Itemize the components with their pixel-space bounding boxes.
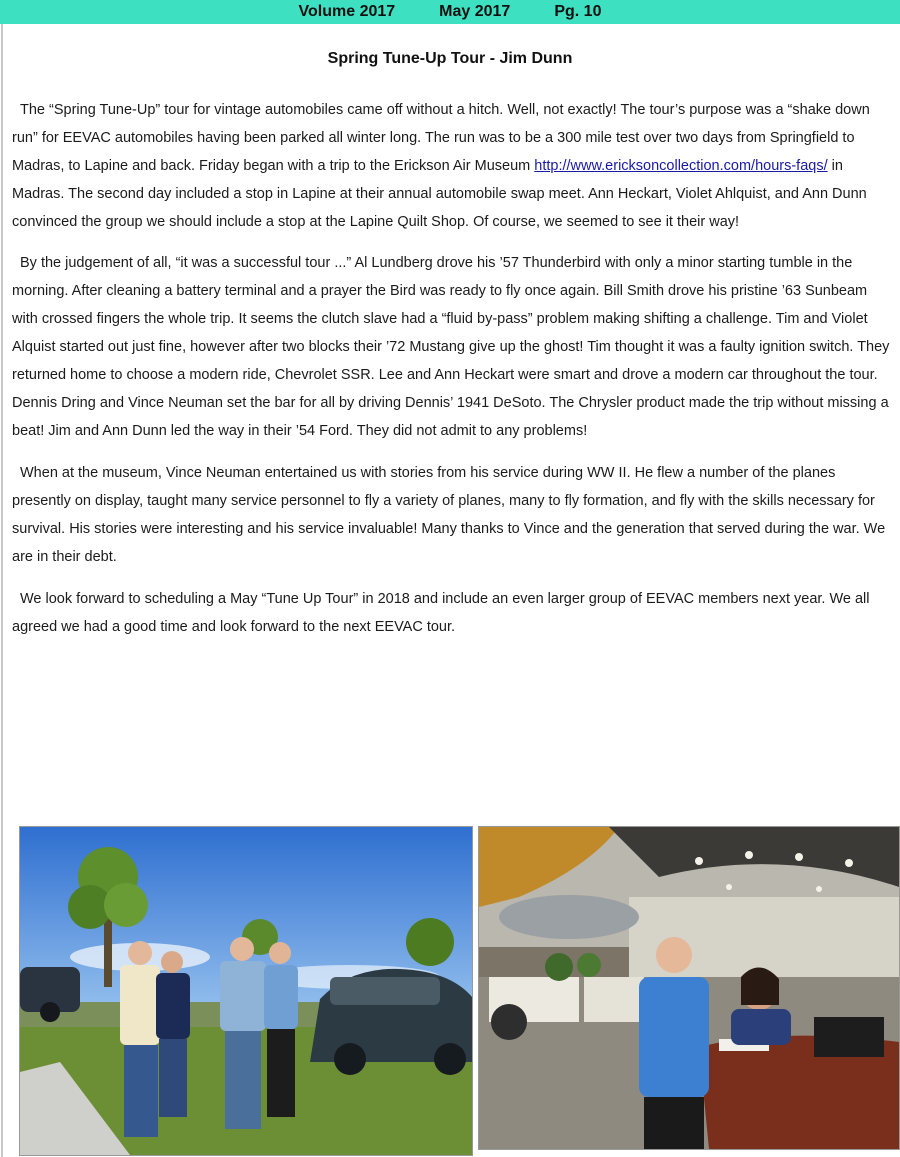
issue-date-label: May 2017 [439,3,511,20]
photo-members-with-cars-art [20,827,472,1155]
newsletter-header-bar [0,0,900,24]
photo-museum-hangar [478,826,900,1150]
paragraph-4: We look forward to scheduling a May “Tune Up Tour” in 2018 and include an even larger group of EEVAC members next year. We all agreed we had a good time and look forward to the next EEVAC tour. [12,591,870,635]
paragraph-1-text-b: in Madras. The second day included a stop in Lapine at their annual automobile swap meet. Ann Heckart, Violet Ahlquist, and Ann Dunn convinced the group we should include a stop at the Lapine Quilt Shop. Of course, we seemed to see it their way! [12,158,867,230]
article-body [12,96,892,641]
paragraph-1 [12,96,892,236]
museum-link[interactable]: http://www.ericksoncollection.com/hours-faqs/ [534,158,828,174]
person [220,937,266,1129]
person [264,942,298,1117]
person [120,941,160,1137]
page-number-label: Pg. 10 [554,3,602,20]
vintage-car [310,969,472,1075]
photo-members-with-cars [19,826,473,1156]
article-title: Spring Tune-Up Tour - Jim Dunn [327,50,573,67]
paragraph-1-text-a: The “Spring Tune-Up” tour for vintage automobiles came off without a hitch. Well, not exactly! The tour’s purpose was a “shake down run” for EEVAC automobiles having been parked all winter long. The run was to be a 300 mile test over two days from Springfield to Madras, to Lapine and back. Friday began with a trip to the Erickson Air Museum [12,102,870,174]
person [156,951,190,1117]
volume-label: Volume 2017 [298,3,396,20]
left-page-rule [1,24,3,1157]
paragraph-2: By the judgement of all, “it was a successful tour ...” Al Lundberg drove his ’57 Thunderbird with only a minor starting tumble in the morning. After cleaning a battery terminal and a prayer the Bird was ready to fly once again. Bill Smith drove his pristine ’63 Sunbeam with crossed fingers the whole trip. It seems the clutch slave had a “fluid by-pass” problem making shifting a challenge. Tim and Violet Alquist started out just fine, however after two blocks their ’72 Mustang give up the ghost! Tim thought it was a faulty ignition switch. They returned home to choose a modern ride, Chevrolet SSR. Lee and Ann Heckart were smart and drove a modern car throughout the tour. Dennis Dring and Vince Neuman set the bar for all by driving Dennis’ 1941 DeSoto. The Chrysler product made the trip without missing a beat! Jim and Ann Dunn led the way in their ’54 Ford. They did not admit to any problems! [12,255,890,439]
paragraph-3: When at the museum, Vince Neuman entertained us with stories from his service during WW II. He flew a number of the planes presently on display, taught many service personnel to fly a variety of planes, many to fly formation, and fly with the skills necessary for survival. His stories were interesting and his service invaluable! Many thanks to Vince and the generation that served during the war. We are in their debt. [12,465,886,565]
photo-museum-hangar-art [479,827,899,1149]
